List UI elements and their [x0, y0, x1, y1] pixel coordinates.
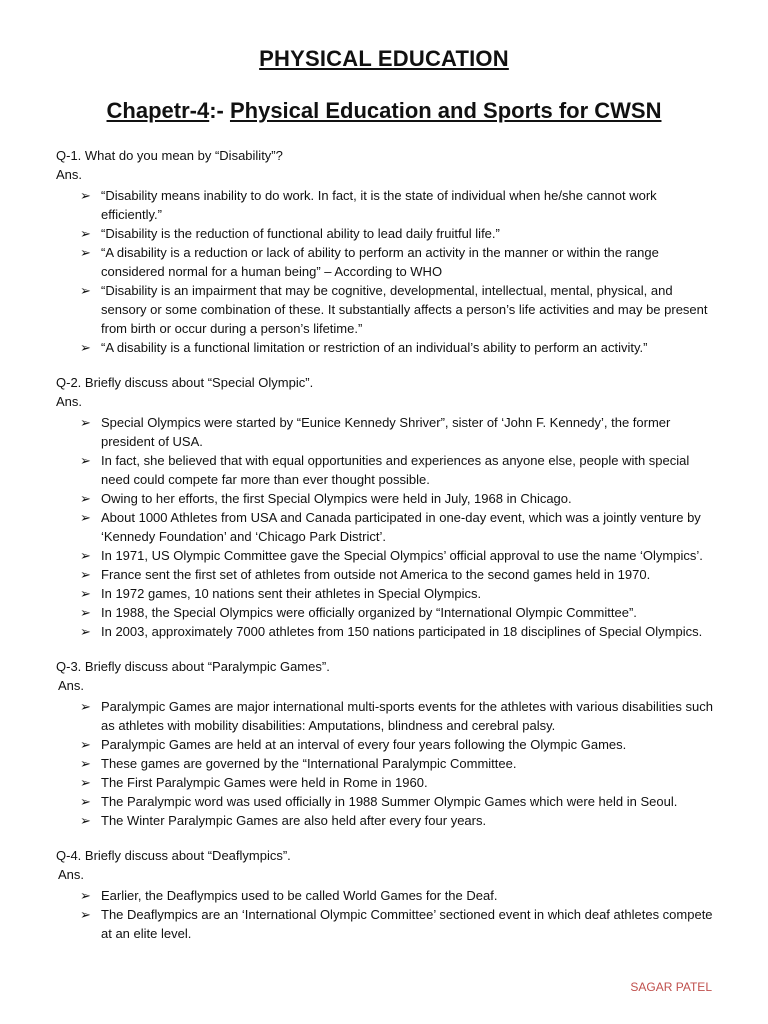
bullet-text: In fact, she believed that with equal opportunities and experiences as anyone else, people with special need could compete far more than ever thought possible.: [101, 453, 690, 487]
bullet-text: In 1972 games, 10 nations sent their athletes in Special Olympics.: [101, 586, 482, 601]
answer-bullet: [80, 546, 716, 565]
bullet-text: “A disability is a functional limitation or restriction of an individual’s ability to perform an activity.”: [101, 340, 648, 355]
bullet-text: The First Paralympic Games were held in Rome in 1960.: [101, 775, 428, 790]
bullet-text: The Paralympic word was used officially in 1988 Summer Olympic Games which were held in Seoul.: [101, 794, 678, 809]
answer-bullet: [80, 243, 716, 281]
bullet-text: In 1988, the Special Olympics were officially organized by “International Olympic Committee”.: [101, 605, 637, 620]
chapter-separator: :-: [209, 98, 230, 123]
bullet-text: About 1000 Athletes from USA and Canada participated in one-day event, which was a jointly venture by ‘Kennedy Foundation’ and ‘Chicago Park District’.: [101, 510, 701, 544]
document-title: PHYSICAL EDUCATION: [259, 46, 509, 71]
arrow-bullet-icon: ➢: [80, 415, 91, 430]
answer-bullet-list: [56, 186, 716, 357]
bullet-text: Special Olympics were started by “Eunice Kennedy Shriver”, sister of ‘John F. Kennedy’, the former president of USA.: [101, 415, 671, 449]
arrow-bullet-icon: ➢: [80, 567, 91, 582]
question-block: [56, 846, 716, 943]
bullet-text: These games are governed by the “International Paralympic Committee.: [101, 756, 517, 771]
bullet-text: Owing to her efforts, the first Special Olympics were held in July, 1968 in Chicago.: [101, 491, 572, 506]
answer-bullet: [80, 697, 716, 735]
answer-bullet: [80, 413, 716, 451]
bullet-text: “Disability means inability to do work. In fact, it is the state of individual when he/she cannot work efficiently.”: [101, 188, 657, 222]
question-block: [56, 373, 716, 641]
answer-bullet: [80, 565, 716, 584]
arrow-bullet-icon: ➢: [80, 491, 91, 506]
arrow-bullet-icon: ➢: [80, 453, 91, 468]
answer-bullet: [80, 754, 716, 773]
arrow-bullet-icon: ➢: [80, 340, 91, 355]
answer-bullet: [80, 451, 716, 489]
answer-label: Ans.: [56, 167, 83, 182]
answer-bullet: [80, 811, 716, 830]
arrow-bullet-icon: ➢: [80, 813, 91, 828]
arrow-bullet-icon: ➢: [80, 737, 91, 752]
bullet-text: The Winter Paralympic Games are also held after every four years.: [101, 813, 487, 828]
question-text: Q-2. Briefly discuss about “Special Olympic”.: [56, 375, 314, 390]
arrow-bullet-icon: ➢: [80, 775, 91, 790]
answer-bullet-list: [56, 697, 716, 830]
answer-bullet: [80, 489, 716, 508]
answer-bullet-list: [56, 886, 716, 943]
answer-bullet: [80, 224, 716, 243]
arrow-bullet-icon: ➢: [80, 605, 91, 620]
bullet-text: Paralympic Games are held at an interval of every four years following the Olympic Games.: [101, 737, 627, 752]
chapter-heading: [0, 98, 768, 124]
arrow-bullet-icon: ➢: [80, 226, 91, 241]
arrow-bullet-icon: ➢: [80, 245, 91, 260]
answer-label: Ans.: [58, 867, 85, 882]
question-text: Q-4. Briefly discuss about “Deaflympics”.: [56, 848, 291, 863]
answer-bullet: [80, 338, 716, 357]
bullet-text: “Disability is the reduction of functional ability to lead daily fruitful life.”: [101, 226, 500, 241]
bullet-text: Earlier, the Deaflympics used to be called World Games for the Deaf.: [101, 888, 498, 903]
bullet-text: “A disability is a reduction or lack of ability to perform an activity in the manner or within the range considered normal for a human being” – According to WHO: [101, 245, 659, 279]
answer-bullet: [80, 735, 716, 754]
question-block: [56, 657, 716, 830]
bullet-text: In 2003, approximately 7000 athletes from 150 nations participated in 18 disciplines of Special Olympics.: [101, 624, 703, 639]
bullet-text: Paralympic Games are major international multi-sports events for the athletes with various disabilities such as athletes with mobility disabilities: Amputations, blindness and cerebral palsy.: [101, 699, 713, 733]
author-name: SAGAR PATEL: [630, 980, 712, 994]
arrow-bullet-icon: ➢: [80, 510, 91, 525]
bullet-text: “Disability is an impairment that may be cognitive, developmental, intellectual, mental, physical, and sensory or some combination of these. It substantially affects a person’s life activities and may be present from birth or occur during a person’s lifetime.”: [101, 283, 708, 336]
answer-bullet: [80, 584, 716, 603]
answer-bullet: [80, 603, 716, 622]
arrow-bullet-icon: ➢: [80, 624, 91, 639]
bullet-text: France sent the first set of athletes from outside not America to the second games held in 1970.: [101, 567, 651, 582]
arrow-bullet-icon: ➢: [80, 907, 91, 922]
answer-bullet: [80, 773, 716, 792]
question-text: Q-3. Briefly discuss about “Paralympic Games”.: [56, 659, 330, 674]
answer-label: Ans.: [58, 678, 85, 693]
answer-bullet: [80, 622, 716, 641]
answer-bullet: [80, 886, 716, 905]
arrow-bullet-icon: ➢: [80, 586, 91, 601]
arrow-bullet-icon: ➢: [80, 283, 91, 298]
chapter-title: Physical Education and Sports for CWSN: [229, 98, 662, 123]
answer-bullet: [80, 792, 716, 811]
arrow-bullet-icon: ➢: [80, 888, 91, 903]
arrow-bullet-icon: ➢: [80, 188, 91, 203]
arrow-bullet-icon: ➢: [80, 794, 91, 809]
arrow-bullet-icon: ➢: [80, 756, 91, 771]
bullet-text: In 1971, US Olympic Committee gave the Special Olympics’ official approval to use the name ‘Olympics’.: [101, 548, 703, 563]
answer-bullet: [80, 508, 716, 546]
answer-bullet: [80, 186, 716, 224]
answer-bullet-list: [56, 413, 716, 641]
answer-bullet: [80, 281, 716, 338]
answer-label: Ans.: [56, 394, 83, 409]
chapter-label: Chapetr-4: [106, 98, 210, 123]
bullet-text: The Deaflympics are an ‘International Olympic Committee’ sectioned event in which deaf athletes compete at an elite level.: [101, 907, 713, 941]
answer-bullet: [80, 905, 716, 943]
question-list: [56, 146, 716, 959]
question-block: [56, 146, 716, 357]
question-text: Q-1. What do you mean by “Disability”?: [56, 148, 283, 163]
arrow-bullet-icon: ➢: [80, 548, 91, 563]
arrow-bullet-icon: ➢: [80, 699, 91, 714]
